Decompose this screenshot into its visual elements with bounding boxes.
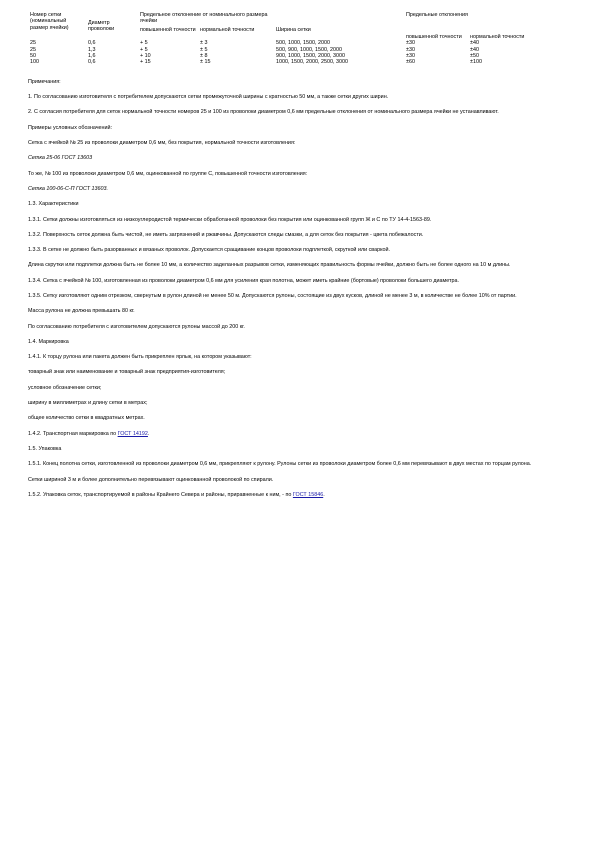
clause-1-3-1: 1.3.1. Сетки должны изготовляться из низкоуглеродистой термически обработанной проволоки без покрытия или оцинкованной групп Ж и С по ТУ 14-4-1563-89. — [28, 216, 432, 223]
table-cell: ±40 — [470, 40, 479, 47]
label-item-quantity: общее количество сетки в квадратных метрах. — [28, 415, 145, 422]
table-header-row — [28, 12, 568, 25]
table-cell: + 15 — [140, 59, 151, 66]
header-cell-dev-normal: нормальной точности — [200, 26, 255, 33]
table-cell: + 5 — [140, 40, 148, 47]
header-lim-dev-high: повышенной точности — [406, 33, 462, 40]
clause-1-5-2-end: . — [323, 491, 325, 498]
clause-1-5-2 — [28, 492, 568, 499]
table-cell: 1,3 — [88, 46, 96, 53]
table-cell: 0,6 — [88, 59, 96, 66]
gost-15846-link[interactable]: ГОСТ 15846 — [292, 491, 324, 498]
header-lim-dev-normal: нормальной точности — [470, 33, 525, 40]
clause-1-4-1: 1.4.1. К торцу рулона или пакета должен быть прикреплен ярлык, на котором указывают: — [28, 354, 252, 361]
table-cell: 25 — [30, 46, 36, 53]
clause-1-5-1: 1.5.1. Конец полотна сетки, изготовленной из проволоки диаметром 0,6 мм, прикрепляют к рулону. Рулоны сетки из проволоки диаметром более 0,6 мм перевязывают в двух местах по торцам рулона. — [28, 461, 532, 468]
clause-1-4-2 — [28, 431, 568, 438]
table-cell: ± 3 — [200, 40, 208, 47]
table-cell: ±40 — [470, 46, 479, 53]
clause-1-5-2-text: 1.5.2. Упаковка сеток, транспортируемой в районы Крайнего Севера и районы, приравненные к ним, - по — [28, 491, 293, 498]
table-cell: 1000, 1500, 2000, 2500, 3000 — [276, 59, 348, 66]
table-cell: 25 — [30, 40, 36, 47]
clause-1-3-5-agreement: По согласованию потребителя с изготовителем допускаются рулоны массой до 200 кг. — [28, 323, 245, 330]
table-cell: 900, 1000, 1500, 2000, 3000 — [276, 53, 345, 60]
clause-1-3-5-mass: Масса рулона не должна превышать 80 кг. — [28, 308, 135, 315]
table-cell: + 10 — [140, 53, 151, 60]
clause-1-3-4: 1.3.4. Сетка с ячейкой № 100, изготовленная из проволоки диаметром 0,6 мм для усиления края полотна, может иметь крайние (бортовые) проволоки большего диаметра. — [28, 277, 460, 284]
header-size-number: Номер сетки (номинальный размер ячейки) — [30, 12, 69, 31]
section-1-4-title: 1.4. Маркировка — [28, 338, 69, 345]
table-cell: ±60 — [406, 59, 415, 66]
section-1-3-title: 1.3. Характеристики — [28, 201, 79, 208]
table-cell: ± 5 — [200, 46, 208, 53]
header-cell-dev-high: повышенной точности — [140, 26, 196, 33]
note-1: 1. По согласованию изготовителя с потребителем допускаются сетки промежуточной ширины с кратностью 50 мм, а также сетки других ширин. — [28, 94, 389, 101]
table-cell: 50 — [30, 53, 36, 60]
table-cell: ±30 — [406, 46, 415, 53]
clause-1-3-3-cont: Длина скрутки или подплетки должна быть не более 10 мм, а количество заделанных разрывов сетки, изменяющих правильность формы ячейки, должно быть не более одного на 10 м длины. — [28, 262, 511, 269]
header-width: Ширина сетки — [276, 27, 311, 33]
spec-table — [28, 12, 568, 66]
table-cell: ± 8 — [200, 53, 208, 60]
header-cell-deviation: Предельное отклонение от номинального размера ячейки — [140, 12, 268, 25]
section-1-5-title: 1.5. Упаковка — [28, 445, 62, 452]
example-1: Сетка с ячейкой № 25 из проволоки диаметром 0,6 мм, без покрытия, нормальной точности изготовления: — [28, 140, 296, 147]
table-cell: 1,6 — [88, 53, 96, 60]
table-cell: 0,6 — [88, 40, 96, 47]
table-cell: ±30 — [406, 40, 415, 47]
examples-title: Примеры условных обозначений: — [28, 124, 113, 131]
clause-1-3-2: 1.3.2. Поверхность сеток должна быть чистой, не иметь загрязнений и ржавчины. Допускаются следы смазки, а для сеток без покрытия - цвета побежалости. — [28, 231, 424, 238]
label-item-trademark: товарный знак или наименование и товарный знак предприятия-изготовителя; — [28, 369, 226, 376]
document-page — [28, 12, 568, 499]
note-2: 2. С согласия потребителя для сеток нормальной точности номеров 25 и 100 из проволоки диаметром 0,6 мм предельные отклонения от номинального размера ячейки не устанавливают. — [28, 109, 499, 116]
example-1-code: Сетка 25-06 ГОСТ 13603 — [28, 155, 93, 162]
label-item-designation: условное обозначение сетки; — [28, 384, 102, 391]
gost-14192-link[interactable]: ГОСТ 14192 — [117, 430, 148, 437]
example-2: То же, № 100 из проволоки диаметром 0,6 мм, оцинкованной по группе С, повышенной точности изготовления: — [28, 170, 308, 177]
clause-1-3-3: 1.3.3. В сетке не должно быть разорванных и вязаных проволок. Допускается сращивание концов проволоки подплеткой, скруткой или сваркой. — [28, 247, 391, 254]
label-item-dimensions: ширину в миллиметрах и длину сетки в метрах; — [28, 400, 148, 407]
table-cell: ±30 — [406, 53, 415, 60]
header-limit-deviation: Предельные отклонения — [406, 12, 468, 18]
clause-1-3-5: 1.3.5. Сетку изготовляют одним отрезком, свернутым в рулон длиной не менее 50 м. Допускаются рулоны, состоящие из двух кусков, длиной не менее 3 м, в количестве не более 10% от партии. — [28, 293, 517, 299]
table-row — [28, 59, 568, 65]
table-cell: 100 — [30, 59, 39, 66]
table-cell: + 5 — [140, 46, 148, 53]
table-cell: 500, 900, 1000, 1500, 2000 — [276, 46, 342, 53]
clause-1-5-1-cont: Сетки шириной 3 м и более дополнительно перевязывают оцинкованной проволокой по спирали. — [28, 476, 274, 483]
clause-1-4-2-end: . — [147, 430, 150, 437]
table-cell: 500, 1000, 1500, 2000 — [276, 40, 330, 47]
header-wire-diameter: Диаметр проволоки — [88, 20, 115, 33]
example-2-code: Сетка 100-06-С-П ГОСТ 13603. — [28, 185, 108, 192]
notes-title: Примечания: — [28, 78, 61, 85]
table-cell: ±50 — [470, 53, 479, 60]
clause-1-4-2-text: 1.4.2. Транспортная маркировка по — [28, 430, 118, 437]
table-cell: ± 15 — [200, 59, 211, 66]
table-cell: ±100 — [470, 59, 482, 66]
